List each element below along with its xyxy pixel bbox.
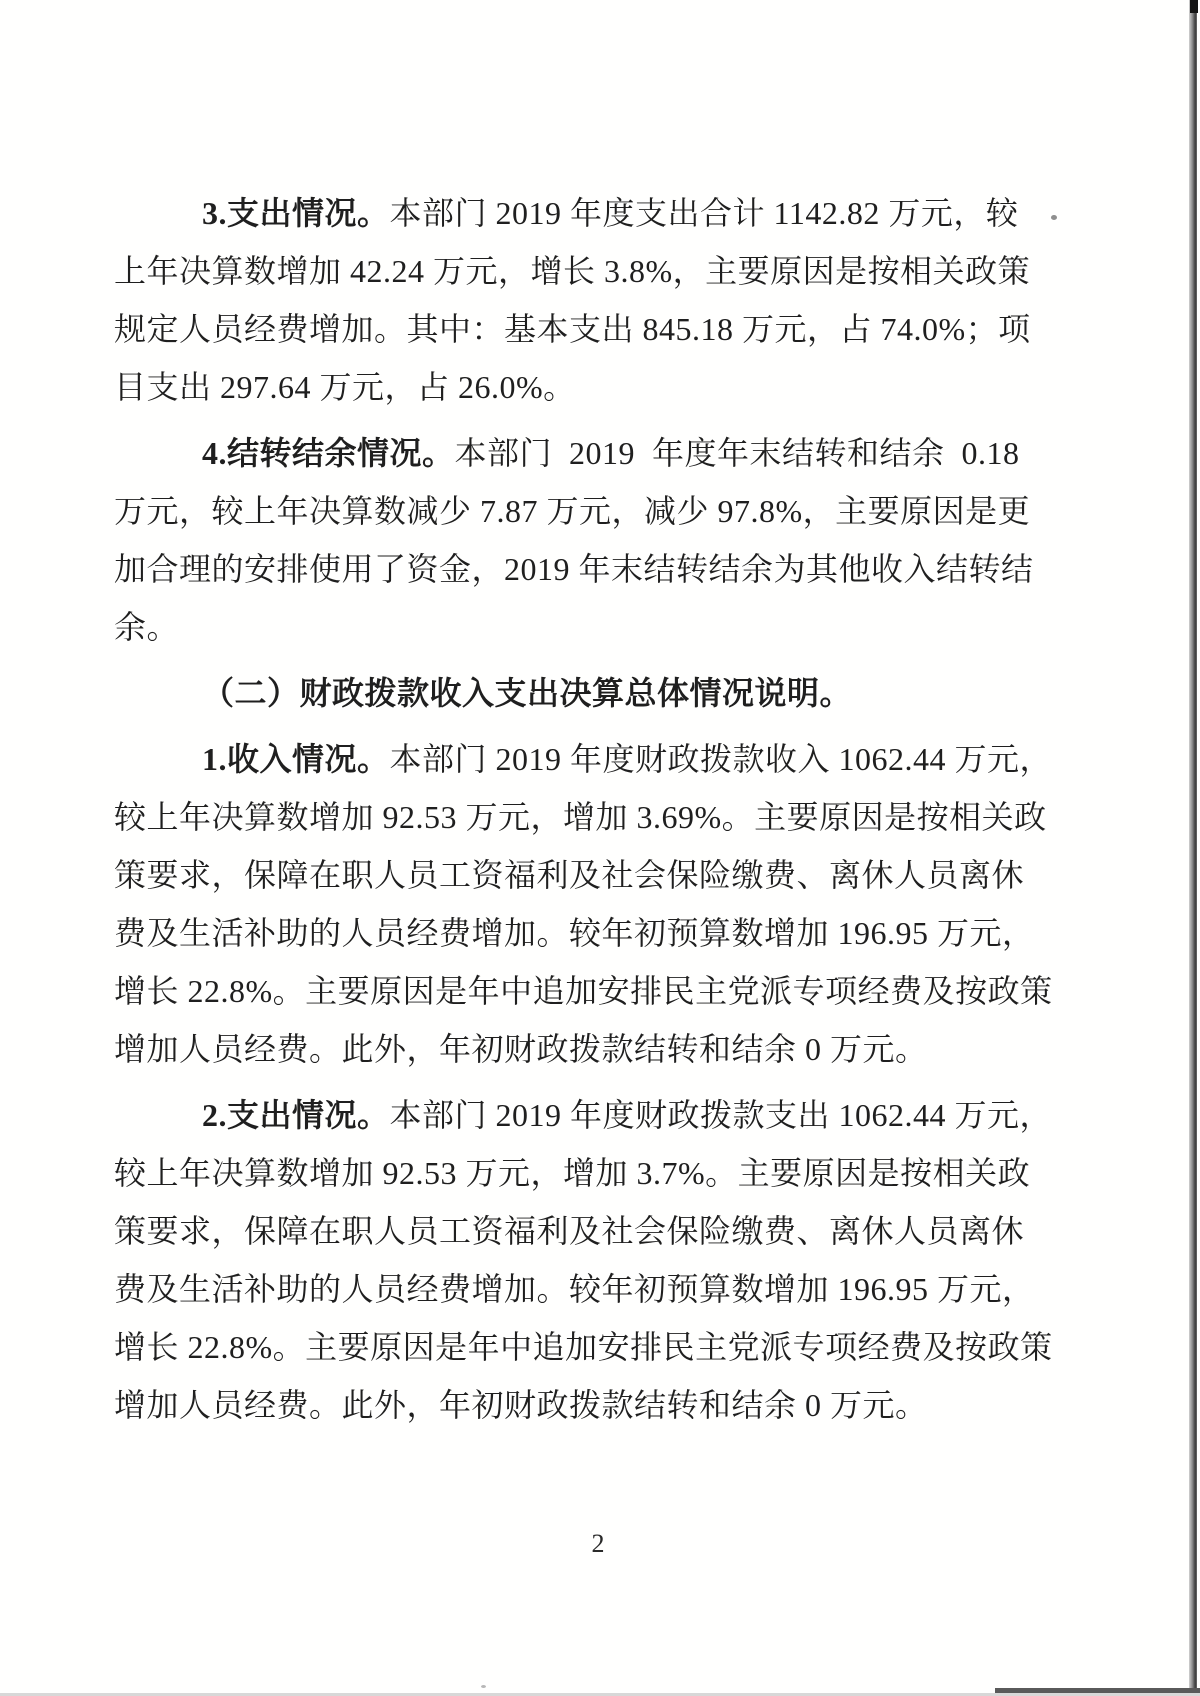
page-number: 2: [591, 1529, 605, 1558]
doc-line: [114, 184, 1019, 242]
paragraph-lead: 4.结转结余情况。: [202, 435, 455, 471]
paragraph-lead: 1.收入情况。: [202, 741, 390, 777]
scan-speck: [1051, 215, 1057, 220]
doc-line: 增长 22.8%。主要原因是年中追加安排民主党派专项经费及按政策: [114, 973, 1053, 1009]
doc-line: 较上年决算数增加 92.53 万元，增加 3.69%。主要原因是按相关政: [114, 799, 1047, 835]
scan-edge-tick-top-right: [1190, 0, 1198, 13]
doc-line: 较上年决算数增加 92.53 万元，增加 3.7%。主要原因是按相关政: [114, 1155, 1031, 1191]
paragraph-3-expenditure: [114, 184, 1031, 416]
scan-edge-line-right: [1189, 0, 1197, 1696]
doc-line: 费及生活补助的人员经费增加。较年初预算数增加 196.95 万元，: [114, 1271, 1035, 1307]
doc-line: 策要求，保障在职人员工资福利及社会保险缴费、离休人员离休: [114, 1213, 1025, 1249]
doc-line: [114, 730, 1053, 788]
doc-text: 本部门 2019 年度财政拨款收入 1062.44 万元，: [389, 741, 1053, 777]
doc-line: 增加人员经费。此外，年初财政拨款结转和结余 0 万元。: [114, 1387, 928, 1423]
paragraph-lead: 2.支出情况。: [202, 1097, 390, 1133]
paragraph-lead: 3.支出情况。: [202, 195, 390, 231]
doc-line: [114, 424, 1020, 482]
section-heading: （二）财政拨款收入支出决算总体情况说明。: [202, 675, 853, 711]
document-body: [114, 184, 1053, 1442]
doc-line: 增长 22.8%。主要原因是年中追加安排民主党派专项经费及按政策: [114, 1329, 1053, 1365]
doc-text: 本部门 2019 年度支出合计 1142.82 万元，较: [389, 195, 1019, 231]
paragraph-1-income: [114, 730, 1053, 1078]
doc-line: [114, 1086, 1053, 1144]
doc-line: 万元，较上年决算数减少 7.87 万元，减少 97.8%，主要原因是更: [114, 493, 1031, 529]
doc-line: 增加人员经费。此外，年初财政拨款结转和结余 0 万元。: [114, 1031, 928, 1067]
paragraph-2-expenditure: [114, 1086, 1053, 1434]
doc-line: 规定人员经费增加。其中：基本支出 845.18 万元，占 74.0%；项: [114, 311, 1031, 347]
doc-line: [114, 664, 988, 722]
doc-line: 策要求，保障在职人员工资福利及社会保险缴费、离休人员离休: [114, 857, 1025, 893]
doc-line: 目支出 297.64 万元，占 26.0%。: [114, 369, 576, 405]
paragraph-4-carryover: [114, 424, 1034, 656]
doc-text: 本部门 2019 年度年末结转和结余 0.18: [454, 435, 1020, 471]
scan-speck: [481, 1685, 486, 1688]
heading-section-2: [114, 664, 988, 722]
doc-line: 余。: [114, 609, 180, 645]
doc-line: 加合理的安排使用了资金，2019 年末结转结余为其他收入结转结: [114, 551, 1034, 587]
scan-edge-line-bottom-right: [995, 1688, 1200, 1693]
doc-line: 费及生活补助的人员经费增加。较年初预算数增加 196.95 万元，: [114, 915, 1035, 951]
doc-text: 本部门 2019 年度财政拨款支出 1062.44 万元，: [389, 1097, 1053, 1133]
doc-line: 上年决算数增加 42.24 万元，增长 3.8%，主要原因是按相关政策: [114, 253, 1031, 289]
